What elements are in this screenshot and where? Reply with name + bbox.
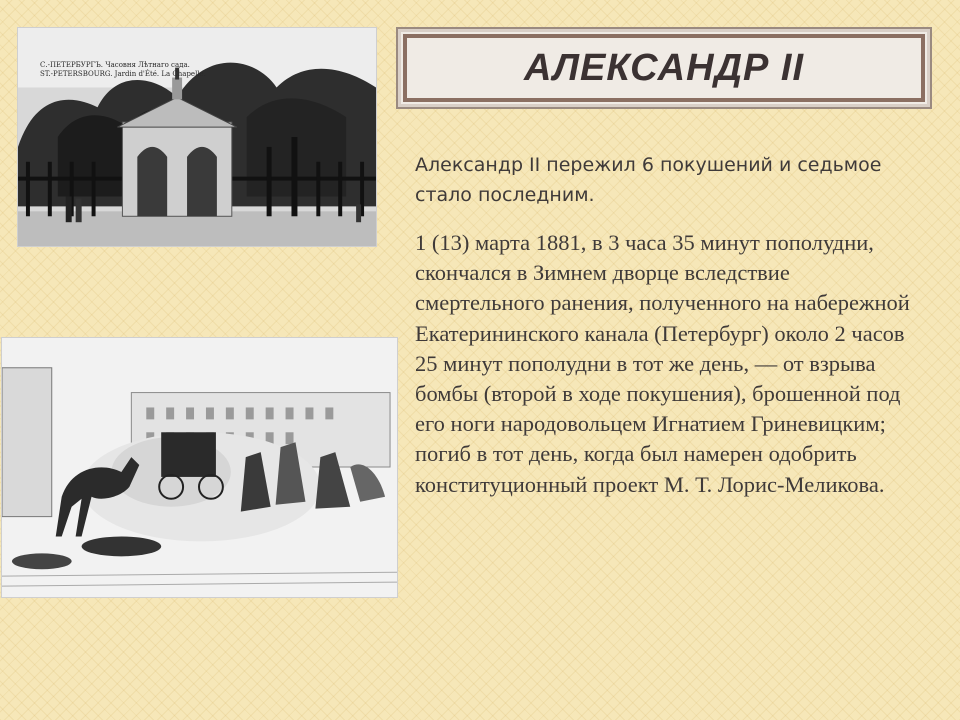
slide-title: АЛЕКСАНДР II (523, 46, 805, 89)
assassination-engraving-icon (2, 338, 397, 597)
assassination-engraving-photo (1, 337, 398, 598)
body-paragraph: 1 (13) марта 1881, в 3 часа 35 минут пополудни, скончался в Зимнем дворце вследствие смертельного ранения, полученного на набережной Екатерининского канала (Петербург) около 2 часов 25 минут пополудни в тот же день, — от взрыва бомбы (второй в ходе покушения), брошенной под его ноги народовольцем Игнатием Гриневицким; погиб в тот день, когда был намерен одобрить конституционный проект М. Т. Лорис-Меликова. (415, 230, 910, 497)
caption-line-1: С.-ПЕТЕРБУРГЪ. Часовня Лѣтнаго сада. (40, 61, 190, 69)
title-frame (396, 27, 932, 109)
caption-line-2: ST.-PETERSBOURG. Jardin d'Été. La Chapelle. (40, 70, 206, 78)
title-inner-border (403, 34, 925, 102)
lead-paragraph: Александр II пережил 6 покушений и седьмое стало последним. (415, 154, 882, 206)
photo-caption (40, 61, 206, 79)
summer-garden-gate-photo (17, 27, 377, 247)
